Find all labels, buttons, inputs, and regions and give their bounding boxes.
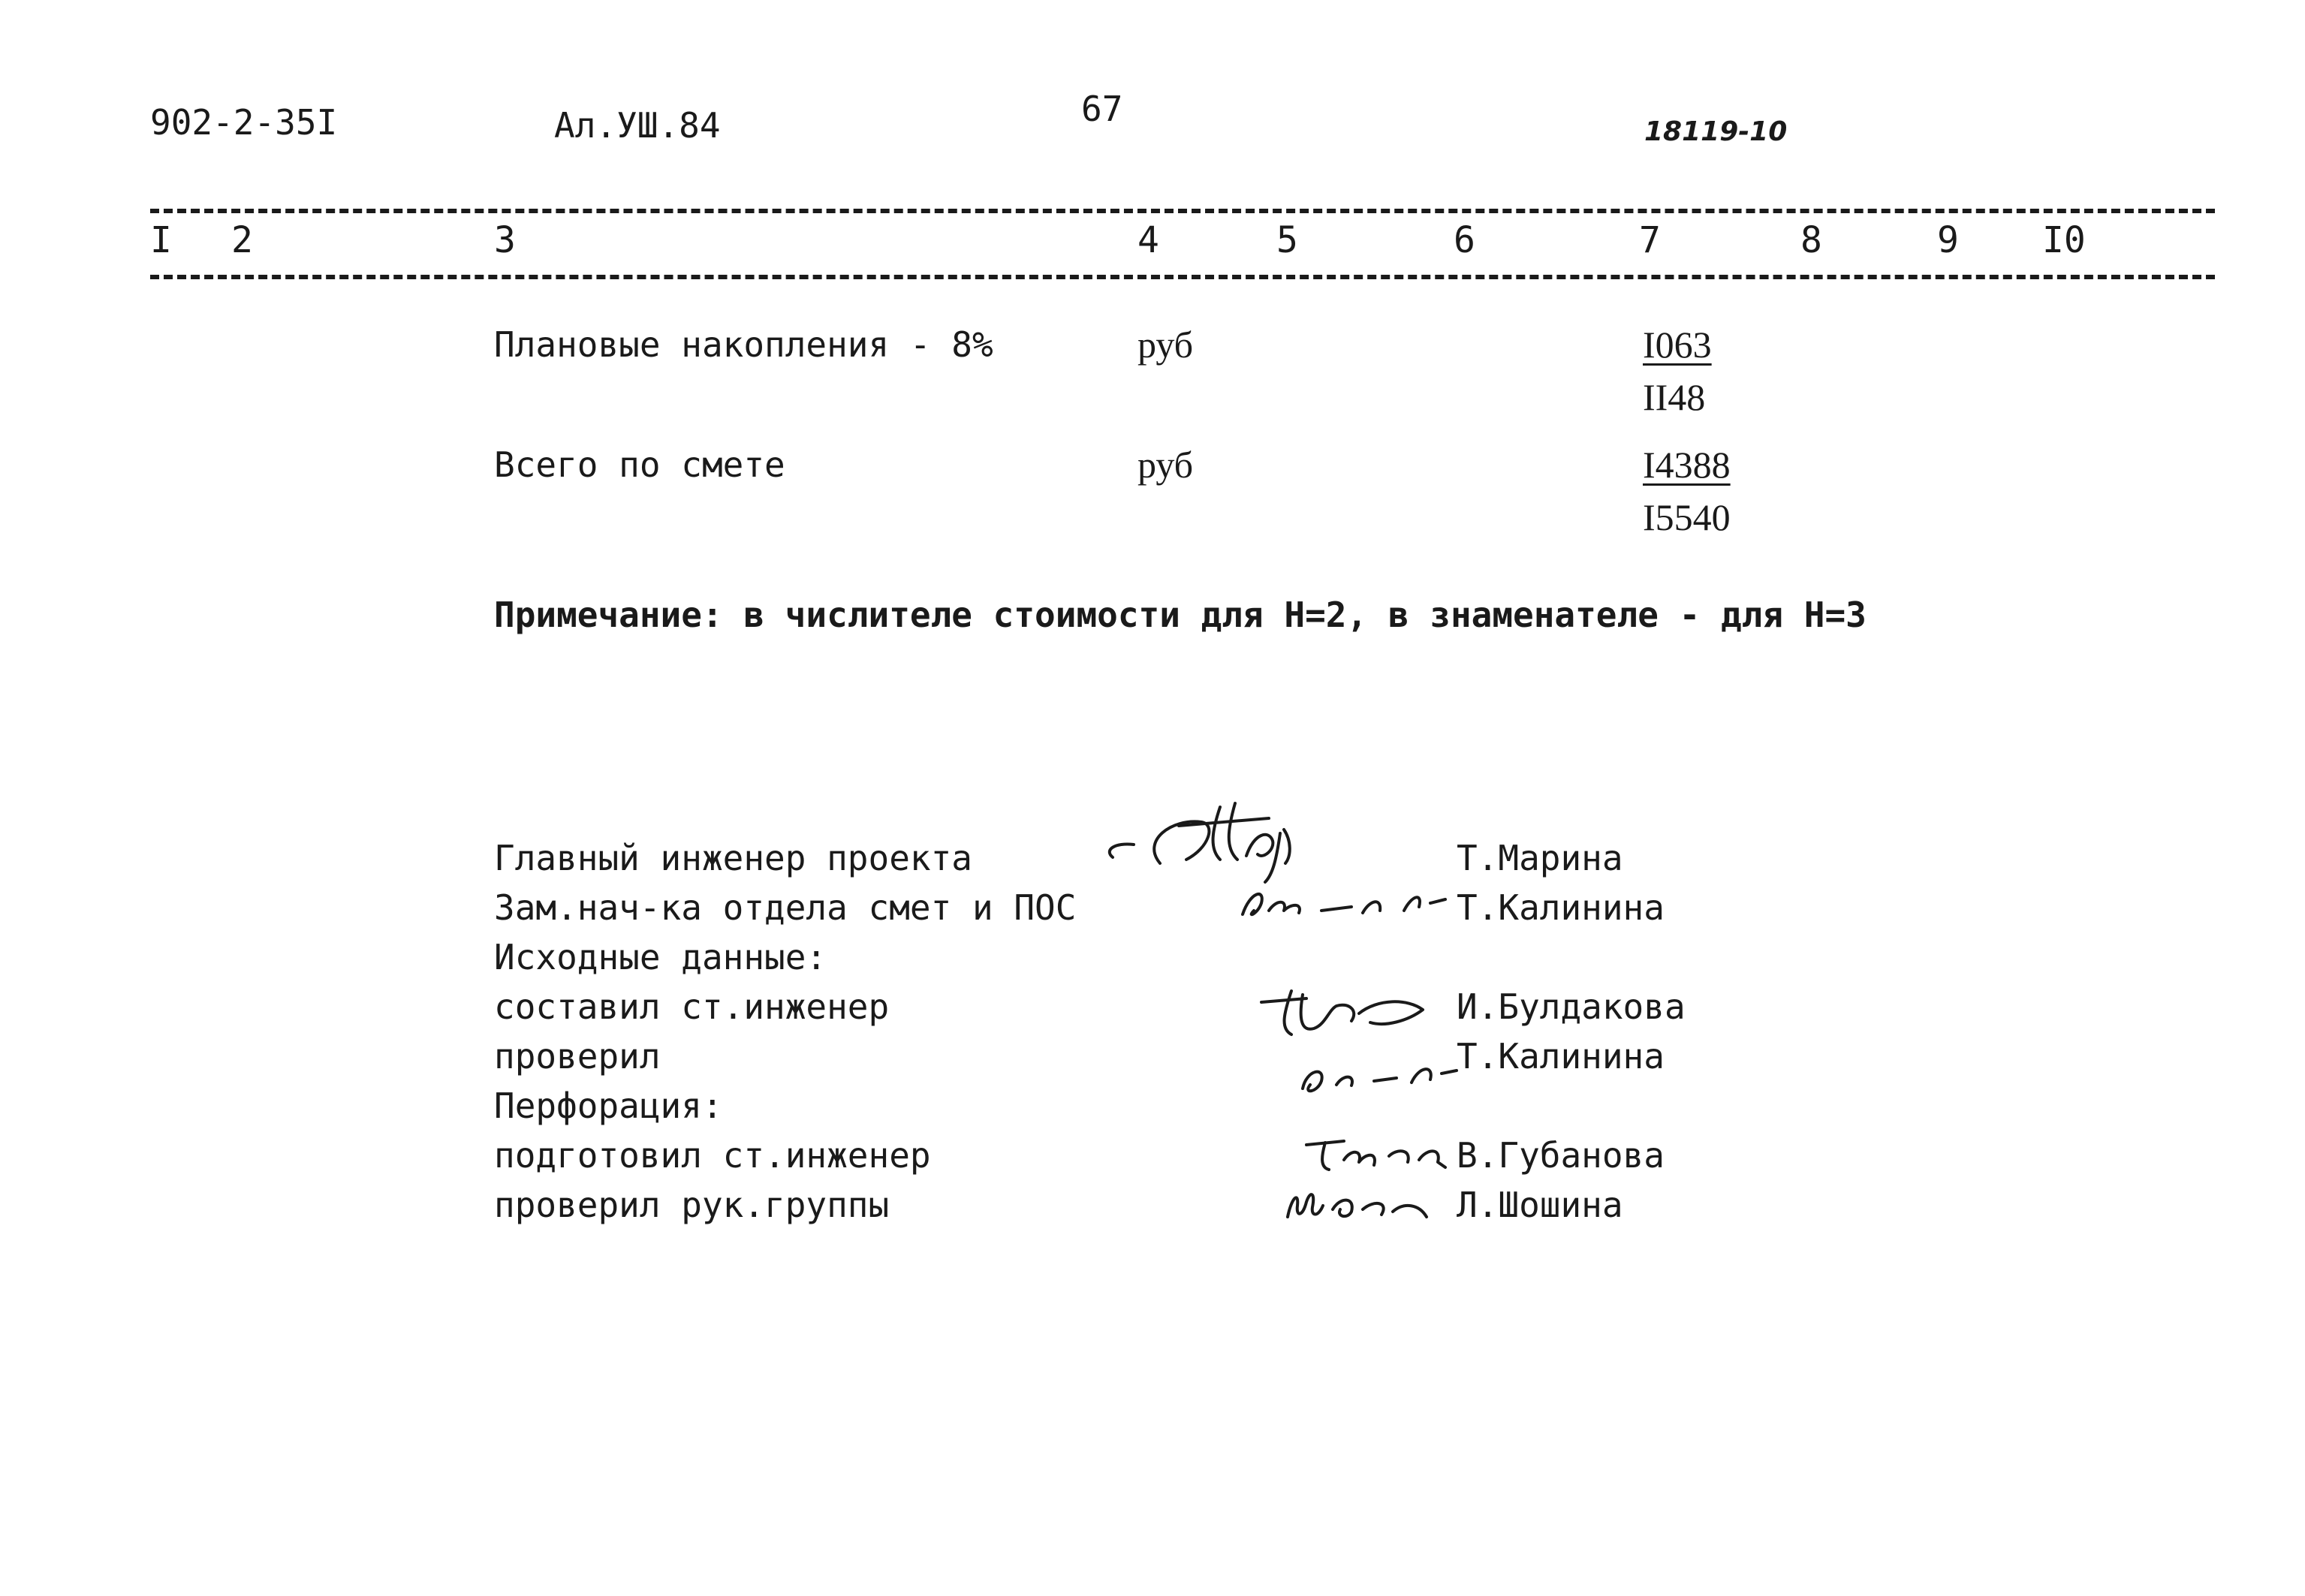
column-header: 8: [1800, 219, 1822, 261]
row-unit: руб: [1137, 444, 1194, 486]
signature-role: проверил: [494, 1036, 661, 1077]
row-value-denominator: II48: [1643, 376, 1706, 418]
row-value-numerator: I063: [1643, 324, 1712, 366]
handwritten-signature: [1089, 788, 1314, 886]
column-header: 6: [1454, 219, 1475, 261]
row-name: Плановые накопления - 8%: [494, 324, 993, 365]
inventory-stamp: 18119-10: [1644, 116, 1788, 147]
signature-role: проверил рук.группы: [494, 1185, 890, 1225]
column-header: 3: [494, 219, 516, 261]
row-name: Всего по смете: [494, 444, 785, 485]
column-header: 4: [1137, 219, 1159, 261]
handwritten-signature: [1284, 1036, 1472, 1104]
signature-role: Перфорация:: [494, 1086, 723, 1126]
row-value-numerator: I4388: [1643, 444, 1731, 486]
signatory-name: В.Губанова: [1457, 1135, 1665, 1176]
cost-note: Примечание: в числителе стоимости для Н=2, в знаменателе - для Н=3: [494, 595, 1867, 635]
page-number: 67: [1081, 89, 1123, 129]
signatory-name: И.Булдакова: [1457, 986, 1686, 1027]
signature-role: составил ст.инженер: [494, 986, 890, 1027]
table-top-rule: [150, 209, 2215, 213]
album-number: Ал.УШ.84: [554, 105, 721, 146]
document-code: 902-2-35I: [150, 102, 338, 143]
signature-role: Зам.нач-ка отдела смет и ПОС: [494, 887, 1077, 928]
signatory-name: Т.Калинина: [1457, 887, 1665, 928]
handwritten-signature: [1291, 1126, 1457, 1179]
signature-role: подготовил ст.инженер: [494, 1135, 931, 1176]
signatory-name: Т.Калинина: [1457, 1036, 1665, 1077]
column-header: I: [150, 219, 172, 261]
row-value-denominator: I5540: [1643, 496, 1731, 538]
handwritten-signature: [1269, 1176, 1449, 1228]
column-header: 7: [1639, 219, 1661, 261]
table-header-rule: [150, 275, 2215, 279]
signature-role: Исходные данные:: [494, 937, 827, 977]
column-header: 9: [1937, 219, 1959, 261]
signatory-name: Л.Шошина: [1457, 1185, 1623, 1225]
column-header: 5: [1276, 219, 1298, 261]
signatory-name: Т.Марина: [1457, 838, 1623, 878]
row-unit: руб: [1137, 324, 1194, 366]
signature-role: Главный инженер проекта: [494, 838, 972, 878]
handwritten-signature: [1231, 877, 1457, 929]
handwritten-signature: [1246, 976, 1442, 1043]
column-header: 2: [231, 219, 253, 261]
column-header: I0: [2042, 219, 2086, 261]
